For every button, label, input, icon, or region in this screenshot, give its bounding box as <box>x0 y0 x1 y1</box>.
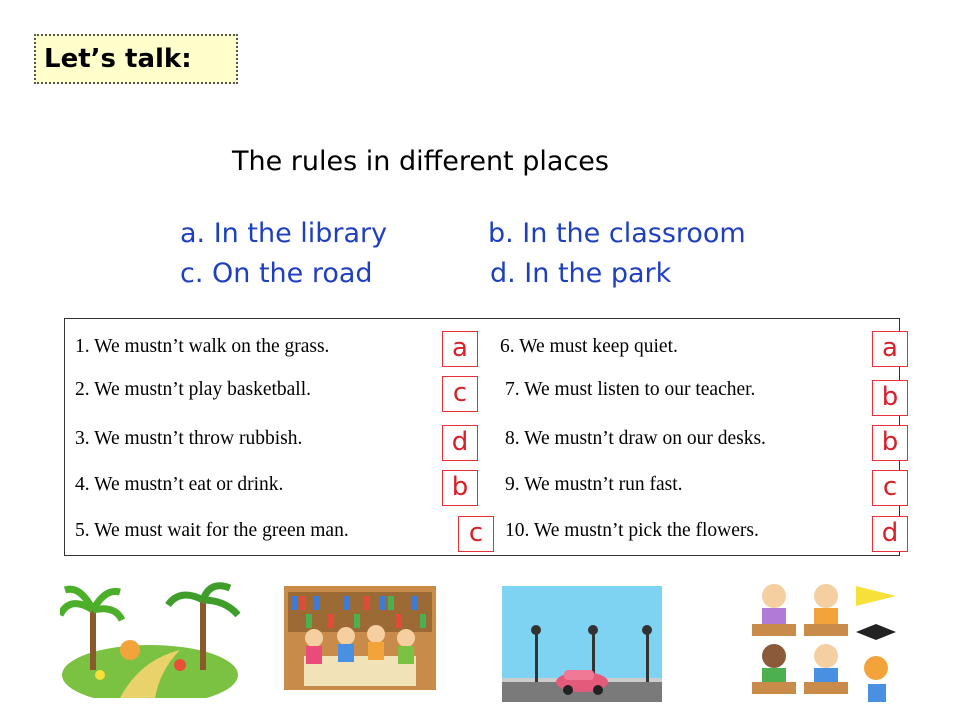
answer-9: c <box>872 470 908 506</box>
rule-8: 8. We mustn’t draw on our desks. <box>505 428 766 449</box>
badge-text: Let’s talk: <box>44 44 192 74</box>
rule-1: 1. We mustn’t walk on the grass. <box>75 336 330 357</box>
answer-6: a <box>872 331 908 367</box>
answer-1: a <box>442 331 478 367</box>
rule-9: 9. We mustn’t run fast. <box>505 474 683 495</box>
rule-4: 4. We mustn’t eat or drink. <box>75 474 284 495</box>
library-illustration-icon <box>284 586 436 690</box>
rule-6: 6. We must keep quiet. <box>500 336 678 357</box>
option-a: a. In the library <box>180 218 388 249</box>
answer-2: c <box>442 376 478 412</box>
answer-7: b <box>872 380 908 416</box>
rule-2: 2. We mustn’t play basketball. <box>75 379 312 400</box>
option-b: b. In the classroom <box>488 218 746 249</box>
answer-8: b <box>872 425 908 461</box>
option-d: d. In the park <box>490 258 672 289</box>
answer-5: c <box>458 516 494 552</box>
answer-10: d <box>872 516 908 552</box>
road-illustration-icon <box>502 586 662 702</box>
classroom-illustration-icon <box>746 576 906 706</box>
rule-3: 3. We mustn’t throw rubbish. <box>75 428 303 449</box>
answer-4: b <box>442 470 478 506</box>
rule-7: 7. We must listen to our teacher. <box>505 379 756 400</box>
lets-talk-badge <box>34 34 238 84</box>
answer-3: d <box>442 425 478 461</box>
rule-10: 10. We mustn’t pick the flowers. <box>505 520 759 541</box>
page-subtitle: The rules in different places <box>232 146 609 177</box>
park-illustration-icon <box>60 580 240 698</box>
option-c: c. On the road <box>180 258 373 289</box>
rule-5: 5. We must wait for the green man. <box>75 520 349 541</box>
